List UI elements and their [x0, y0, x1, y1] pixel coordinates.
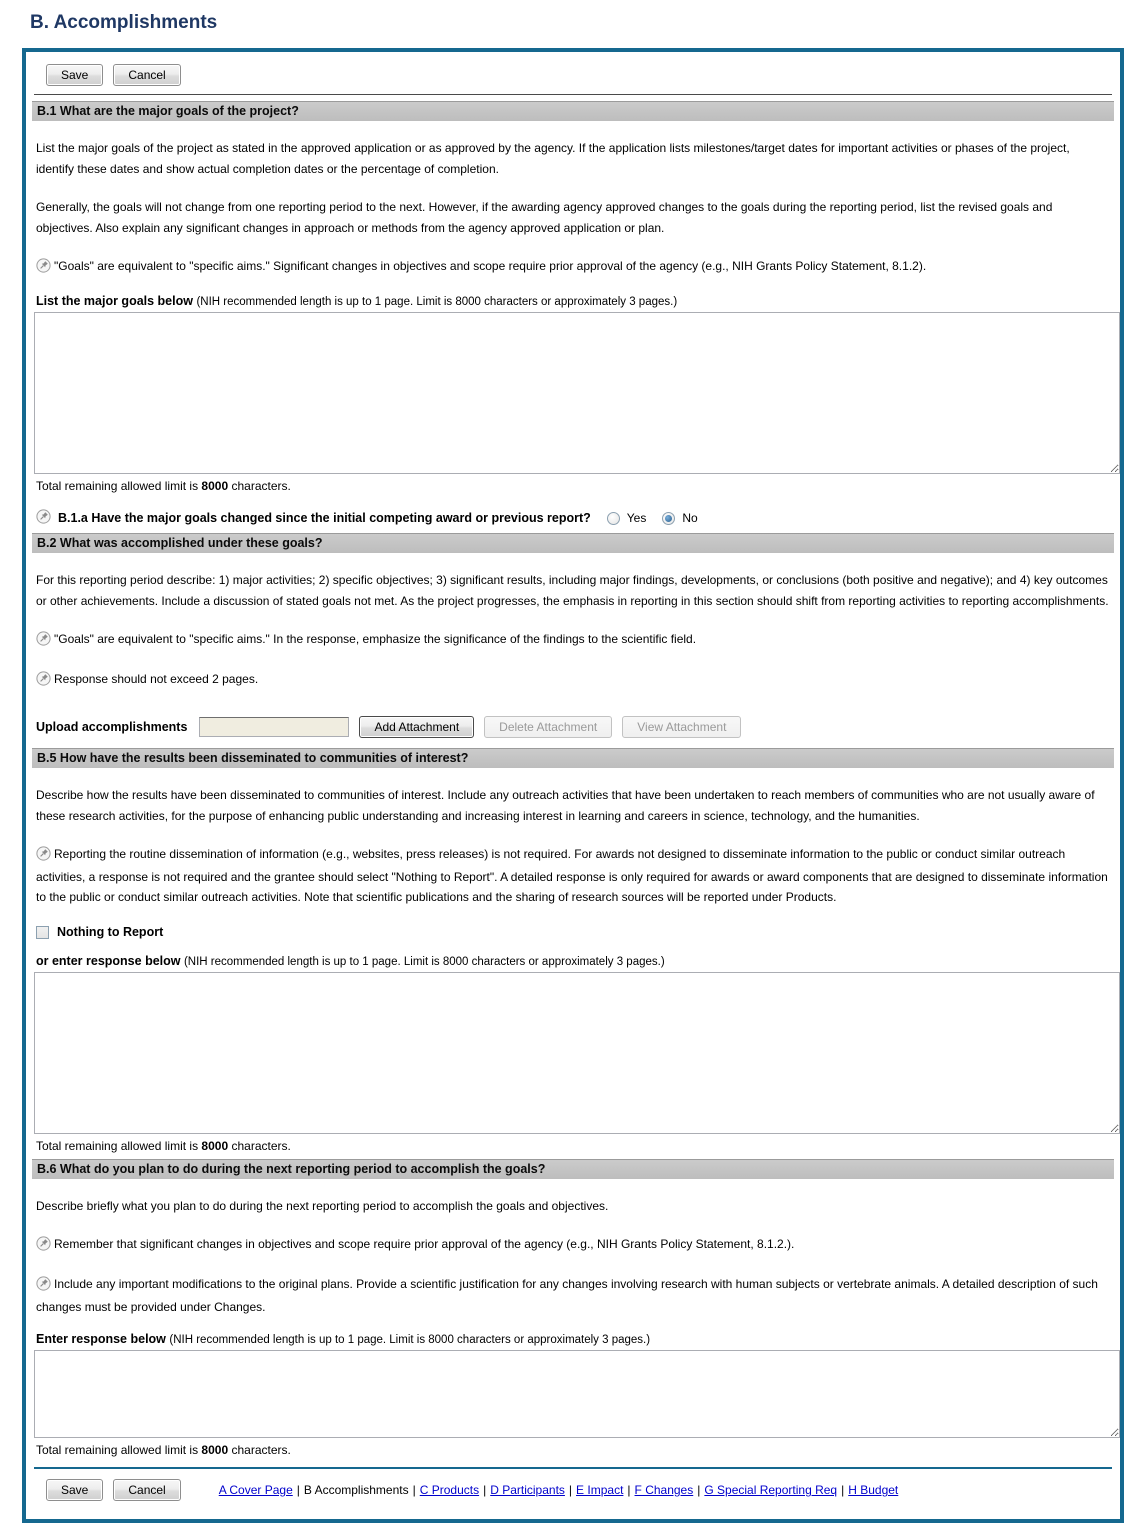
- section-b2-header: B.2 What was accomplished under these goals?: [32, 533, 1114, 553]
- pushpin-icon: [36, 509, 51, 527]
- nothing-to-report-row: [36, 925, 1110, 939]
- b6-response-label: Enter response below: [36, 1332, 166, 1346]
- nav-link-cover-page[interactable]: A Cover Page: [218, 1483, 293, 1497]
- pushpin-icon: [36, 846, 51, 867]
- page-title: B. Accomplishments: [30, 12, 218, 33]
- b6-remaining-count: 8000: [201, 1443, 229, 1457]
- b6-response-hint: (NIH recommended length is up to 1 page. Limit is 8000 characters or approximately 3 pages.): [169, 1334, 651, 1346]
- save-button-top[interactable]: Save: [46, 64, 103, 86]
- b5-response-textarea[interactable]: [34, 972, 1120, 1134]
- b2-instructions-para1: For this reporting period describe: 1) major activities; 2) specific objectives; 3) significant results, including major findings, developments, or conclusions (both positive and negative); and 4) key outcomes or other achievements. Include a discussion of stated goals not met. As the project progresses, the emphasis in reporting in this section should shift from reporting activities to reporting accomplishments.: [36, 573, 1109, 608]
- radio-selected-dot: [665, 515, 672, 522]
- b2-note-row-2: [36, 669, 1110, 692]
- nothing-to-report-label: Nothing to Report: [57, 925, 164, 939]
- nav-separator: |: [697, 1483, 701, 1497]
- b6-note-row-1: [36, 1234, 1110, 1257]
- b1-remaining-suffix: characters.: [231, 479, 291, 493]
- b1a-radio-yes-label: Yes: [626, 511, 647, 525]
- b5-instructions-para1: Describe how the results have been disseminated to communities of interest. Include any outreach activities that have been undertaken to reach members of communities who are not usually aware of these research activities, for the purpose of enhancing public understanding and increasing interest in learning and careers in science, technology, and the humanities.: [36, 788, 1095, 823]
- nav-link-budget[interactable]: H Budget: [848, 1483, 899, 1497]
- b1-goals-textarea[interactable]: [34, 312, 1120, 474]
- b6-instructions-para1: Describe briefly what you plan to do during the next reporting period to accomplish the goals and objectives.: [36, 1199, 609, 1213]
- b6-note1-text: Remember that significant changes in objectives and scope require prior approval of the agency (e.g., NIH Grants Policy Statement, 8.1.2.).: [54, 1237, 795, 1251]
- pushpin-icon: [36, 1236, 51, 1257]
- b1-remaining-count: 8000: [201, 479, 229, 493]
- nav-separator: |: [412, 1483, 416, 1497]
- b1a-radio-no-label: No: [682, 511, 698, 525]
- section-b1-header: B.1 What are the major goals of the project?: [32, 101, 1114, 121]
- nav-separator: |: [627, 1483, 631, 1497]
- b5-response-field-label: [36, 954, 1110, 968]
- top-toolbar: [32, 60, 1114, 94]
- b1-remaining-prefix: Total remaining allowed limit is: [36, 479, 199, 493]
- b6-response-textarea[interactable]: [34, 1350, 1120, 1438]
- view-attachment-button: View Attachment: [622, 716, 741, 738]
- b1a-radio-no[interactable]: [662, 512, 675, 525]
- pushpin-icon: [36, 1276, 51, 1297]
- b1-instructions-para1: List the major goals of the project as stated in the approved application or as approved by the agency. If the application lists milestones/target dates for important activities or phases of the project, identify these dates and show actual completion dates or the percentage of completion.: [36, 141, 1070, 176]
- b5-remaining-count: 8000: [201, 1139, 229, 1153]
- section-b6-header: B.6 What do you plan to do during the next reporting period to accomplish the goals?: [32, 1159, 1114, 1179]
- b5-note-row: [36, 844, 1110, 907]
- b6-response-field-label: [36, 1332, 1110, 1346]
- nav-separator: |: [483, 1483, 487, 1497]
- b1a-question-text: B.1.a Have the major goals changed since the initial competing award or previous report?: [58, 511, 591, 525]
- section-b5-header: B.5 How have the results been disseminated to communities of interest?: [32, 748, 1114, 768]
- b1-goals-label: List the major goals below: [36, 294, 193, 308]
- section-nav: [219, 1483, 899, 1497]
- b6-remaining-suffix: characters.: [231, 1443, 291, 1457]
- b5-note-text: Reporting the routine dissemination of information (e.g., websites, press releases) is not required. For awards not designed to disseminate information to the public or conduct similar outreach activities, a response is not required and the grantee should select "Nothing to Report". A detailed response is only required for awards or award components that are designed to disseminate information to the public or conduct similar outreach activities. Note that scientific publications and the sharing of research sources will be reported under Products.: [36, 847, 1108, 904]
- b1-note-text: "Goals" are equivalent to "specific aims." Significant changes in objectives and scope require prior approval of the agency (e.g., NIH Grants Policy Statement, 8.1.2).: [54, 259, 927, 273]
- b6-remaining-prefix: Total remaining allowed limit is: [36, 1443, 199, 1457]
- nav-separator: |: [568, 1483, 573, 1497]
- b6-note-row-2: [36, 1274, 1110, 1317]
- b5-response-label: or enter response below: [36, 954, 181, 968]
- delete-attachment-button: Delete Attachment: [484, 716, 612, 738]
- pushpin-icon: [36, 671, 51, 692]
- nav-link-impact[interactable]: E Impact: [576, 1483, 624, 1497]
- b2-note1-text: "Goals" are equivalent to "specific aims." In the response, emphasize the significance of the findings to the scientific field.: [54, 632, 697, 646]
- b5-remaining-suffix: characters.: [231, 1139, 291, 1153]
- b1a-question-row: [36, 509, 1110, 527]
- b5-response-hint: (NIH recommended length is up to 1 page. Limit is 8000 characters or approximately 3 pages.): [183, 956, 665, 968]
- bottom-toolbar: [32, 1469, 1114, 1519]
- nav-current-accomplishments: B Accomplishments: [303, 1483, 409, 1497]
- b5-remaining-prefix: Total remaining allowed limit is: [36, 1139, 199, 1153]
- pushpin-icon: [36, 631, 51, 652]
- pushpin-icon: [36, 258, 51, 279]
- nav-link-products[interactable]: C Products: [419, 1483, 480, 1497]
- cancel-button-bottom[interactable]: Cancel: [113, 1479, 180, 1501]
- upload-accomplishments-label: Upload accomplishments: [36, 720, 188, 734]
- nav-link-changes[interactable]: F Changes: [634, 1483, 694, 1497]
- nav-link-special-reporting[interactable]: G Special Reporting Req: [704, 1483, 838, 1497]
- upload-accomplishments-input[interactable]: [199, 717, 349, 737]
- b1-note-row: [36, 256, 1110, 279]
- b6-char-remaining: [36, 1443, 1110, 1457]
- nothing-to-report-checkbox[interactable]: [36, 926, 49, 939]
- nav-separator: |: [841, 1483, 845, 1497]
- b1a-radio-yes[interactable]: [607, 512, 620, 525]
- b1-instructions-para2: Generally, the goals will not change from one reporting period to the next. However, if the awarding agency approved changes to the goals during the reporting period, list the revised goals and objectives. Also explain any significant changes in approach or methods from the agency approved application or plan.: [36, 200, 1053, 235]
- nav-separator: |: [296, 1483, 300, 1497]
- upload-accomplishments-row: [36, 716, 1110, 738]
- toolbar-divider: [34, 94, 1112, 95]
- b1-goals-hint: (NIH recommended length is up to 1 page. Limit is 8000 characters or approximately 3 pages.): [196, 296, 678, 308]
- save-button-bottom[interactable]: Save: [46, 1479, 103, 1501]
- add-attachment-button[interactable]: Add Attachment: [359, 716, 474, 738]
- cancel-button-top[interactable]: Cancel: [113, 64, 180, 86]
- accomplishments-form-panel: [22, 48, 1124, 1523]
- b1-goals-field-label: [36, 294, 1110, 308]
- b6-note2-text: Include any important modifications to the original plans. Provide a scientific justification for any changes involving research with human subjects or vertebrate animals. A detailed description of such changes must be provided under Changes.: [36, 1277, 1098, 1314]
- b2-note2-text: Response should not exceed 2 pages.: [54, 672, 259, 686]
- b5-char-remaining: [36, 1139, 1110, 1153]
- nav-link-participants[interactable]: D Participants: [490, 1483, 565, 1497]
- b2-note-row-1: [36, 629, 1110, 652]
- b1-char-remaining: [36, 479, 1110, 493]
